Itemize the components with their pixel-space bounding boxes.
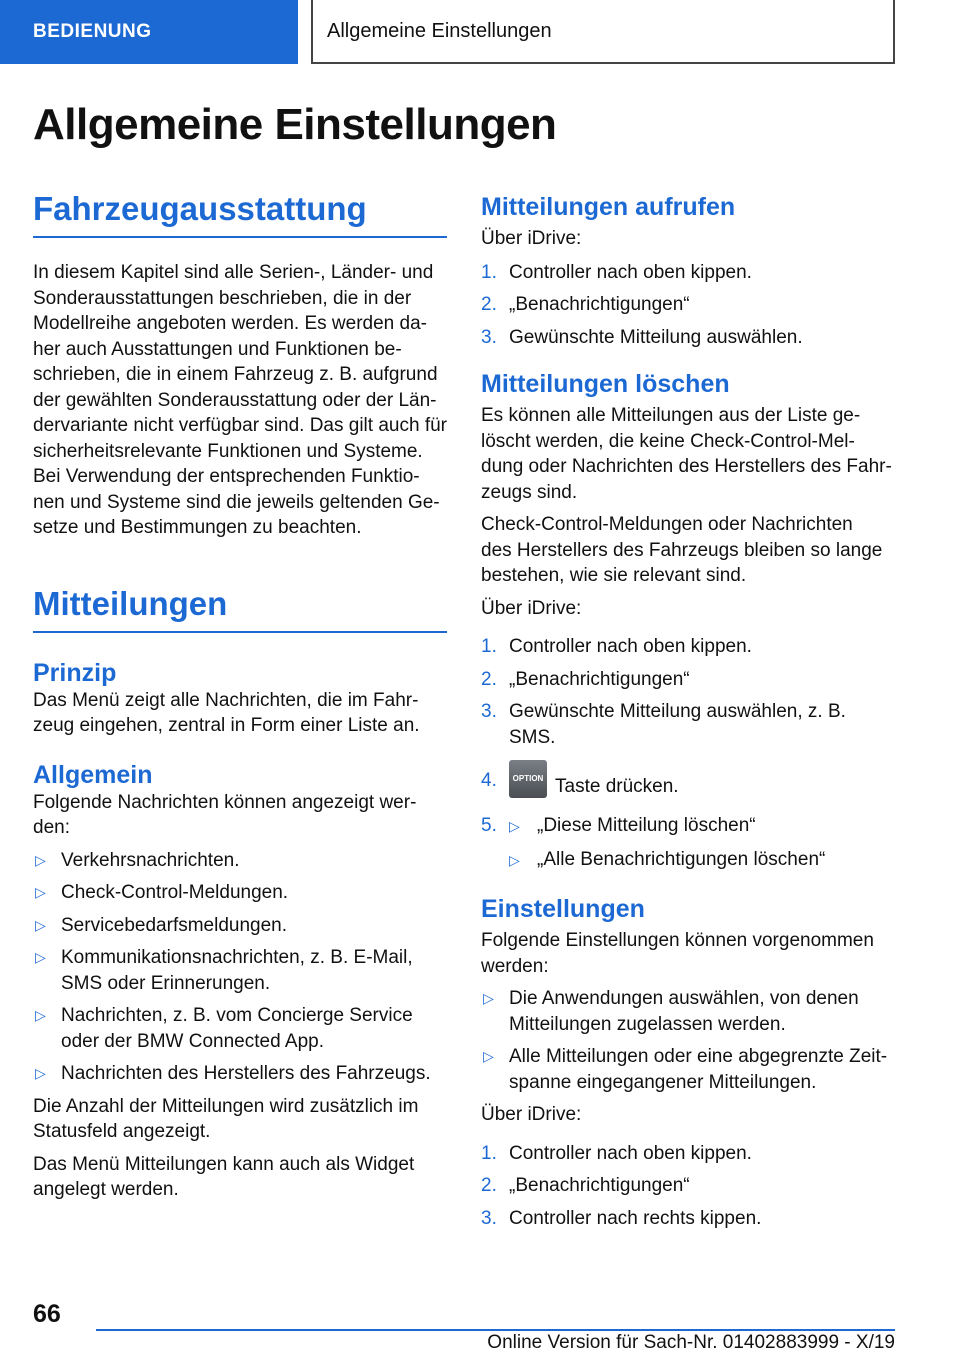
list-item: ▷ Die Anwendungen auswählen, von denen Mitteilungen zugelassen werden. bbox=[483, 988, 859, 1035]
step-item: 3. Gewünschte Mitteilung auswählen, z. B. SMS. bbox=[481, 701, 846, 748]
list-item: ▷ Servicebedarfsmeldungen. bbox=[33, 913, 447, 939]
einstellungen-options bbox=[481, 986, 901, 1095]
step-item: 2. „Benachrichtigungen“ bbox=[481, 1175, 690, 1196]
triangle-bullet-icon: ▷ bbox=[35, 884, 46, 900]
paragraph-widget: Das Menü Mitteilungen kann auch als Widget angelegt werden. bbox=[33, 1153, 415, 1200]
list-item: ▷ Alle Mitteilungen oder eine abgegrenzte Zeit- spanne eingegangener Mitteilungen. bbox=[483, 1046, 888, 1093]
step-item: 1. Controller nach oben kippen. bbox=[481, 261, 752, 283]
step-item: 1. Controller nach oben kippen. bbox=[481, 1142, 752, 1164]
idrive-intro: Über iDrive: bbox=[481, 597, 582, 619]
heading-einstellungen: Einstellungen bbox=[481, 895, 645, 923]
page-title: Allgemeine Einstellungen bbox=[33, 100, 557, 149]
left-column bbox=[33, 190, 447, 1203]
paragraph-prinzip: Das Menü zeigt alle Nachrichten, die im Fahr- zeug eingehen, zentral in Form einer Liste an. bbox=[33, 689, 420, 736]
footer-divider bbox=[96, 1329, 895, 1331]
step-item: 4. OPTION Taste drücken. bbox=[481, 768, 901, 806]
option-button-icon: OPTION bbox=[509, 760, 547, 798]
step-item: 3. Controller nach rechts kippen. bbox=[481, 1207, 762, 1229]
header-title-text: Allgemeine Einstellungen bbox=[327, 19, 552, 42]
list-item: ▷ Check-Control-Meldungen. bbox=[33, 880, 447, 906]
paragraph-loeschen-2: Check-Control-Meldungen oder Nachrichten des Herstellers des Fahrzeugs bleiben so lange bestehen, wie sie relevant sind. bbox=[481, 514, 883, 586]
einstellungen-steps bbox=[481, 1141, 901, 1232]
section-label: BEDIENUNG bbox=[33, 21, 152, 42]
right-column bbox=[481, 193, 901, 1231]
idrive-intro: Über iDrive: bbox=[481, 228, 582, 249]
heading-prinzip: Prinzip bbox=[33, 658, 117, 687]
step-item: 1. Controller nach oben kippen. bbox=[481, 636, 752, 657]
heading-mitteilungen: Mitteilungen bbox=[33, 585, 447, 633]
triangle-bullet-icon: ▷ bbox=[35, 1007, 46, 1023]
loeschen-steps bbox=[481, 634, 901, 873]
footer-version-text: Online Version für Sach-Nr. 01402883999 - X/19 bbox=[487, 1332, 895, 1353]
heading-fahrzeugausstattung: Fahrzeugausstattung bbox=[33, 190, 447, 238]
paragraph-fahrzeugausstattung: In diesem Kapitel sind alle Serien-, Länder- und Sonderausstattungen beschrieben, die in der Modellreihe angeboten werden. Es werden da- her auch Ausstattungen und Funktionen be- schrieben, die in einem Fahrzeug z. B. aufgrund der gewählten Sonderausstattung oder der Län- dervariante nicht verfügbar sind. Das gilt auch für sicherheitsrelevante Funktionen und Systeme. Bei Verwendung der entsprechenden Funktio- nen und Systeme sind die jeweils geltenden Ge- setze und Bestimmungen zu beachten. bbox=[33, 262, 447, 538]
idrive-intro: Über iDrive: bbox=[481, 1104, 582, 1125]
heading-allgemein: Allgemein bbox=[33, 760, 153, 789]
message-types-list bbox=[33, 848, 447, 1087]
section-tab bbox=[0, 0, 298, 64]
paragraph-allgemein: Folgende Nachrichten können angezeigt wer- den: bbox=[33, 791, 417, 838]
triangle-bullet-icon: ▷ bbox=[35, 1065, 46, 1081]
step-item: 5. ▷ „Diese Mitteilung löschen“ bbox=[481, 813, 901, 840]
aufrufen-steps bbox=[481, 260, 901, 351]
paragraph-anzahl: Die Anzahl der Mitteilungen wird zusätzlich im Statusfeld angezeigt. bbox=[33, 1095, 419, 1142]
page-number: 66 bbox=[33, 1300, 61, 1328]
list-item: ▷ Nachrichten, z. B. vom Concierge Service oder der BMW Connected App. bbox=[35, 1005, 413, 1052]
paragraph-einstellungen: Folgende Einstellungen können vorgenommen werden: bbox=[481, 930, 874, 977]
list-item: ▷ Kommunikationsnachrichten, z. B. E-Mail, SMS oder Erinnerungen. bbox=[35, 947, 413, 994]
triangle-bullet-icon: ▷ bbox=[509, 851, 520, 868]
step-item: 2. „Benachrichtigungen“ bbox=[481, 668, 690, 690]
step-item: 3. Gewünschte Mitteilung auswählen. bbox=[481, 326, 803, 348]
paragraph-loeschen-1: Es können alle Mitteilungen aus der Liste ge- löscht werden, die keine Check-Control-Mel- dung oder Nachrichten des Herstellers des Fahr- zeugs sind. bbox=[481, 405, 892, 503]
list-item: ▷ Verkehrsnachrichten. bbox=[33, 848, 447, 874]
heading-loeschen: Mitteilungen löschen bbox=[481, 370, 730, 398]
step-item: ▷ „Alle Benachrichtigungen löschen“ bbox=[481, 847, 901, 874]
triangle-bullet-icon: ▷ bbox=[35, 949, 46, 965]
list-item: ▷ Nachrichten des Herstellers des Fahrzeugs. bbox=[33, 1061, 447, 1087]
triangle-bullet-icon: ▷ bbox=[509, 818, 520, 834]
step-item: 2. „Benachrichtigungen“ bbox=[481, 294, 690, 315]
triangle-bullet-icon: ▷ bbox=[35, 851, 46, 868]
triangle-bullet-icon: ▷ bbox=[483, 1048, 494, 1064]
header-title bbox=[311, 0, 895, 64]
triangle-bullet-icon: ▷ bbox=[483, 990, 494, 1006]
heading-aufrufen: Mitteilungen aufrufen bbox=[481, 193, 736, 221]
triangle-bullet-icon: ▷ bbox=[35, 916, 46, 933]
